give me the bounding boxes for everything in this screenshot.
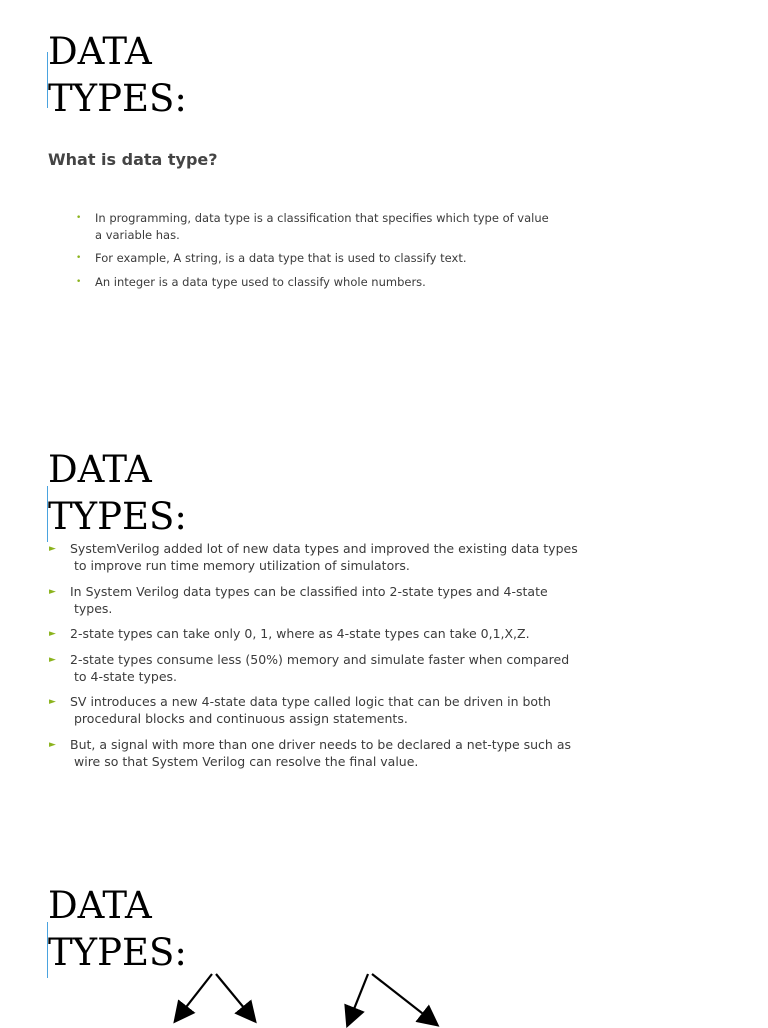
list-item [48, 583, 578, 617]
dot-bullet-icon: • [76, 253, 82, 263]
triangle-bullet-icon: ► [49, 697, 56, 707]
list-item-text: An integer is a data type used to classify whole numbers. [95, 274, 426, 289]
list-item [76, 274, 556, 291]
arrow-right-left [348, 974, 368, 1024]
slide-title: DATA TYPES: [48, 448, 187, 538]
slide-title: DATA TYPES: [48, 884, 187, 974]
list-item-text: SV introduces a new 4-state data type called logic that can be driven in both procedural blocks and continuous assign statements. [70, 694, 551, 726]
list-item [76, 210, 556, 243]
dot-bullet-icon: • [76, 276, 82, 287]
list-item [48, 693, 578, 727]
list-item [48, 540, 578, 574]
list-item-text: 2-state types can take only 0, 1, where as 4-state types can take 0,1,X,Z. [70, 626, 530, 641]
list-item [48, 651, 578, 685]
list-item-text: In System Verilog data types can be classified into 2-state types and 4-state types. [70, 583, 548, 616]
arrow-left-left [176, 974, 212, 1020]
list-item [76, 250, 556, 267]
triangle-bullet-icon: ► [49, 654, 56, 665]
triangle-bullet-icon: ► [49, 544, 56, 554]
triangle-bullet-icon: ► [49, 739, 56, 750]
triangle-bullet-icon: ► [49, 586, 56, 597]
slide-3 [0, 860, 768, 1024]
bullet-list [48, 540, 578, 778]
list-item-text: For example, A string, is a data type that is used to classify text. [95, 251, 467, 265]
triangle-bullet-icon: ► [49, 629, 56, 639]
dot-bullet-icon: • [76, 213, 82, 223]
list-item [48, 736, 578, 770]
tree-diagram-arrows [150, 968, 470, 1028]
bullet-list [76, 210, 556, 297]
slide-subtitle: What is data type? [48, 150, 218, 169]
slide-2 [0, 420, 768, 860]
list-item-text: 2-state types consume less (50%) memory and simulate faster when compared to 4-state types. [70, 651, 570, 684]
list-item-text: But, a signal with more than one driver needs to be declared a net-type such as wire so that System Verilog can resolve the final value. [70, 736, 572, 769]
slide-title: DATA TYPES: [48, 30, 187, 120]
slide-1 [0, 0, 768, 420]
list-item-text: In programming, data type is a classification that specifies which type of value a variable has. [95, 211, 549, 242]
list-item-text: SystemVerilog added lot of new data types and improved the existing data types to improve run time memory utilization of simulators. [70, 541, 578, 573]
arrow-left-right [216, 974, 254, 1020]
list-item [48, 625, 578, 642]
arrow-right-right [372, 974, 436, 1024]
